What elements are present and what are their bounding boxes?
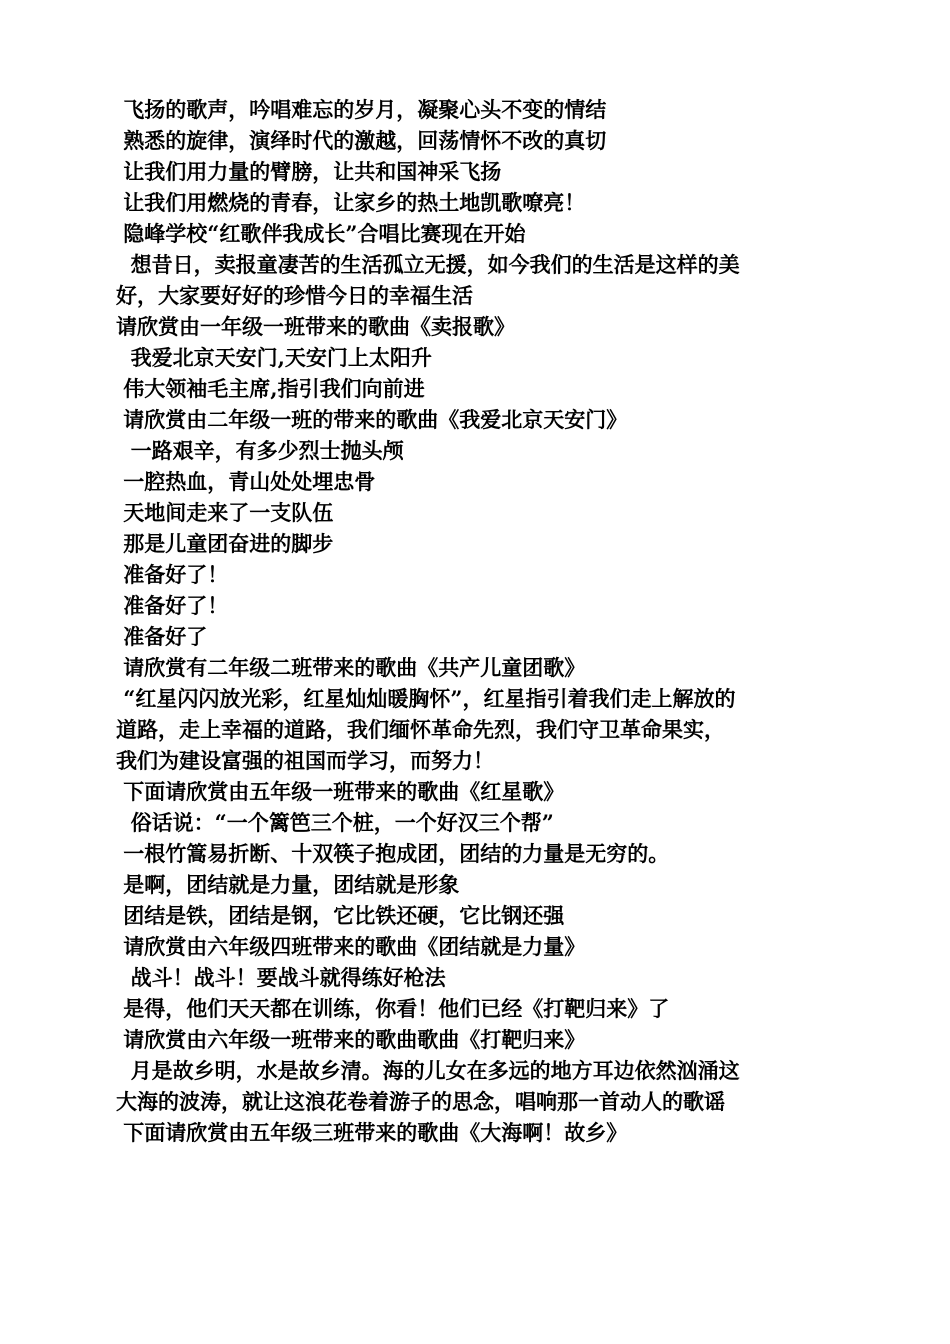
text-line: 准备好了！ — [116, 593, 229, 618]
document-body — [116, 94, 831, 1148]
text-line: 那是儿童团奋进的脚步 — [116, 531, 334, 556]
text-line: 我爱北京天安门,天安门上太阳升 — [116, 345, 432, 370]
text-line: 请欣赏由六年级一班带来的歌曲歌曲《打靶归来》 — [116, 1027, 586, 1052]
text-line: 请欣赏由二年级一班的带来的歌曲《我爱北京天安门》 — [116, 407, 628, 432]
text-line: 下面请欣赏由五年级三班带来的歌曲《大海啊！故乡》 — [116, 1120, 628, 1145]
text-line: 请欣赏有二年级二班带来的歌曲《共产儿童团歌》 — [116, 655, 586, 680]
text-line: 伟大领袖毛主席,指引我们向前进 — [116, 376, 425, 401]
text-line: 隐峰学校“红歌伴我成长”合唱比赛现在开始 — [116, 221, 526, 246]
text-line: 让我们用燃烧的青春，让家乡的热土地凯歌嘹亮！ — [116, 190, 586, 215]
text-line: 请欣赏由一年级一班带来的歌曲《卖报歌》 — [116, 314, 515, 339]
text-line: 一根竹篙易折断、十双筷子抱成团，团结的力量是无穷的。 — [116, 841, 670, 866]
text-line: “红星闪闪放光彩，红星灿灿暖胸怀”，红星指引着我们走上解放的 — [116, 686, 736, 711]
text-line: 是得，他们天天都在训练，你看！他们已经《打靶归来》了 — [116, 996, 670, 1021]
text-line: 道路，走上幸福的道路，我们缅怀革命先烈，我们守卫革命果实， — [116, 717, 725, 742]
text-line: 月是故乡明，水是故乡清。海的儿女在多远的地方耳边依然汹涌这 — [116, 1058, 740, 1083]
text-line: 我们为建设富强的祖国而学习，而努力！ — [116, 748, 494, 773]
text-line: 下面请欣赏由五年级一班带来的歌曲《红星歌》 — [116, 779, 565, 804]
text-line: 准备好了 — [116, 624, 208, 649]
text-line: 是啊，团结就是力量，团结就是形象 — [116, 872, 460, 897]
text-line: 想昔日，卖报童凄苦的生活孤立无援，如今我们的生活是这样的美 — [116, 252, 740, 277]
text-line: 熟悉的旋律，演绎时代的激越，回荡情怀不改的真切 — [116, 128, 607, 153]
text-line: 一腔热血，青山处处埋忠骨 — [116, 469, 376, 494]
text-line: 团结是铁，团结是钢，它比铁还硬，它比钢还强 — [116, 903, 565, 928]
text-line: 天地间走来了一支队伍 — [116, 500, 334, 525]
text-line: 战斗！战斗！要战斗就得练好枪法 — [116, 965, 446, 990]
text-line: 飞扬的歌声，吟唱难忘的岁月，凝聚心头不变的情结 — [116, 97, 607, 122]
text-line: 好，大家要好好的珍惜今日的幸福生活 — [116, 283, 473, 308]
text-line: 一路艰辛，有多少烈士抛头颅 — [116, 438, 404, 463]
text-line: 准备好了！ — [116, 562, 229, 587]
text-line: 请欣赏由六年级四班带来的歌曲《团结就是力量》 — [116, 934, 586, 959]
text-line: 让我们用力量的臂膀，让共和国神采飞扬 — [116, 159, 502, 184]
text-line: 俗话说：“一个篱笆三个桩，一个好汉三个帮” — [116, 810, 554, 835]
text-line: 大海的波涛，就让这浪花卷着游子的思念，唱响那一首动人的歌谣 — [116, 1089, 725, 1114]
